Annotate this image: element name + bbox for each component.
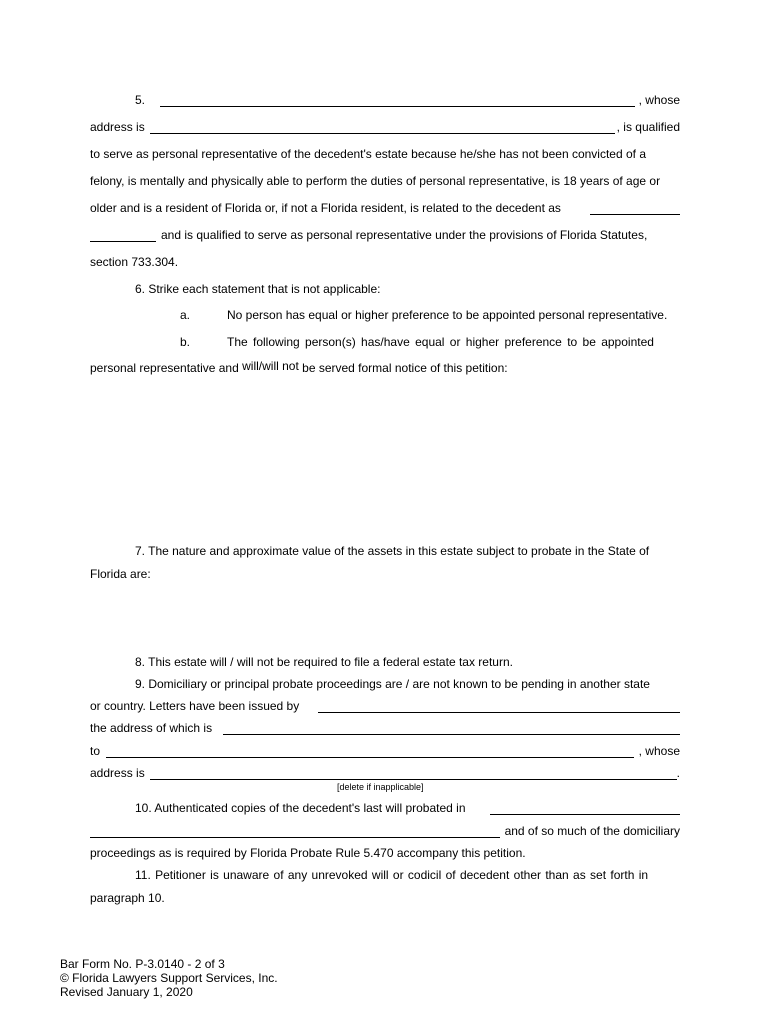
p9-whose: , whose <box>638 744 680 758</box>
p11-line-2 <box>90 891 680 906</box>
p10-line-3 <box>90 846 680 861</box>
p10-text-1: 10. Authenticated copies of the decedent's last will probated in <box>135 801 466 815</box>
p5-line-6 <box>90 228 680 243</box>
p5-text-6: and is qualified to serve as personal representative under the provisions of Florida Statutes, <box>161 228 648 242</box>
p10-line-2 <box>90 824 680 839</box>
p5-relation-field-1[interactable] <box>590 202 680 215</box>
p5-text-7: section 733.304. <box>90 255 179 269</box>
p11-text-2: paragraph 10. <box>90 891 165 905</box>
p5-name-field[interactable] <box>160 94 635 107</box>
footer-form-number: Bar Form No. P-3.0140 - 2 of 3 <box>60 957 225 971</box>
p10-line-1 <box>90 801 680 816</box>
p7-text-1: 7. The nature and approximate value of the assets in this estate subject to probate in the State of <box>135 544 650 558</box>
p11-line-1 <box>90 868 680 883</box>
p8-text: 8. This estate will / will not be required to file a federal estate tax return. <box>135 655 513 669</box>
p6-b-cont-line <box>90 361 680 376</box>
p6-b-line <box>90 335 680 350</box>
p9-address-of-field[interactable] <box>223 722 680 735</box>
p6-a-text: No person has equal or higher preference to be appointed personal representative. <box>227 308 668 322</box>
p9-text-2: or country. Letters have been issued by <box>90 699 300 713</box>
p10-probated-in-field-1[interactable] <box>490 802 680 815</box>
p9-line-3 <box>90 721 680 736</box>
p5-line-4 <box>90 174 680 189</box>
p6-will-will-not: will/will not <box>242 359 299 373</box>
p9-letters-issued-by-field[interactable] <box>318 700 680 713</box>
p7-line-2 <box>90 567 680 582</box>
p9-line-2 <box>90 699 680 714</box>
p5-line-1 <box>90 93 680 108</box>
p5-line-7 <box>90 255 680 270</box>
p6-intro: 6. Strike each statement that is not applicable: <box>135 282 381 296</box>
p9-address-label: address is <box>90 766 145 780</box>
p5-text-4: felony, is mentally and physically able to perform the duties of personal representative, is 18 years of age or <box>90 174 661 188</box>
p5-text-3: to serve as personal representative of the decedent's estate because he/she has not been convicted of a <box>90 147 646 161</box>
p5-line-3 <box>90 147 680 162</box>
footer-copyright: © Florida Lawyers Support Services, Inc. <box>60 971 278 985</box>
p5-is-qualified: , is qualified <box>616 120 680 134</box>
p9-period: . <box>676 766 680 780</box>
p5-line-5 <box>90 201 680 216</box>
p10-text-3: proceedings as is required by Florida Probate Rule 5.470 accompany this petition. <box>90 846 526 860</box>
p11-text-1: 11. Petitioner is unaware of any unrevoked will or codicil of decedent other than as set forth in <box>135 868 649 882</box>
p5-whose: , whose <box>638 93 680 107</box>
p5-number: 5. <box>135 93 146 107</box>
p10-text-2: and of so much of the domiciliary <box>504 824 680 838</box>
p6-b-cont1: personal representative and <box>90 361 239 375</box>
p6-b-label: b. <box>180 335 191 349</box>
p5-address-label: address is <box>90 120 145 134</box>
p5-address-field[interactable] <box>150 121 615 134</box>
p9-line-5 <box>90 766 680 781</box>
p5-text-5: older and is a resident of Florida or, if not a Florida resident, is related to the decedent as <box>90 201 561 215</box>
p5-line-2 <box>90 120 680 135</box>
p7-text-2: Florida are: <box>90 567 151 581</box>
p9-line-1 <box>90 677 680 692</box>
p10-probated-in-field-2[interactable] <box>90 825 500 838</box>
p9-to-field[interactable] <box>106 745 634 758</box>
p8-line <box>90 655 680 670</box>
p9-text-3: the address of which is <box>90 721 213 735</box>
p9-line-4 <box>90 744 680 759</box>
p6-b-text: The following person(s) has/have equal or higher preference to be appointed <box>227 335 654 349</box>
p6-a-label: a. <box>180 308 191 322</box>
p5-relation-field-2[interactable] <box>90 229 156 242</box>
p9-address-field[interactable] <box>150 767 677 780</box>
footer-revised-date: Revised January 1, 2020 <box>60 985 193 999</box>
footer <box>60 957 278 999</box>
p9-to-label: to <box>90 744 101 758</box>
p7-line-1 <box>90 544 680 559</box>
p6-intro-line <box>90 282 680 297</box>
p9-text-1: 9. Domiciliary or principal probate proceedings are / are not known to be pending in another state <box>135 677 650 691</box>
p9-delete-note: [delete if inapplicable] <box>337 782 424 792</box>
p6-b-cont2: be served formal notice of this petition: <box>302 361 508 375</box>
p6-a-line <box>90 308 680 323</box>
